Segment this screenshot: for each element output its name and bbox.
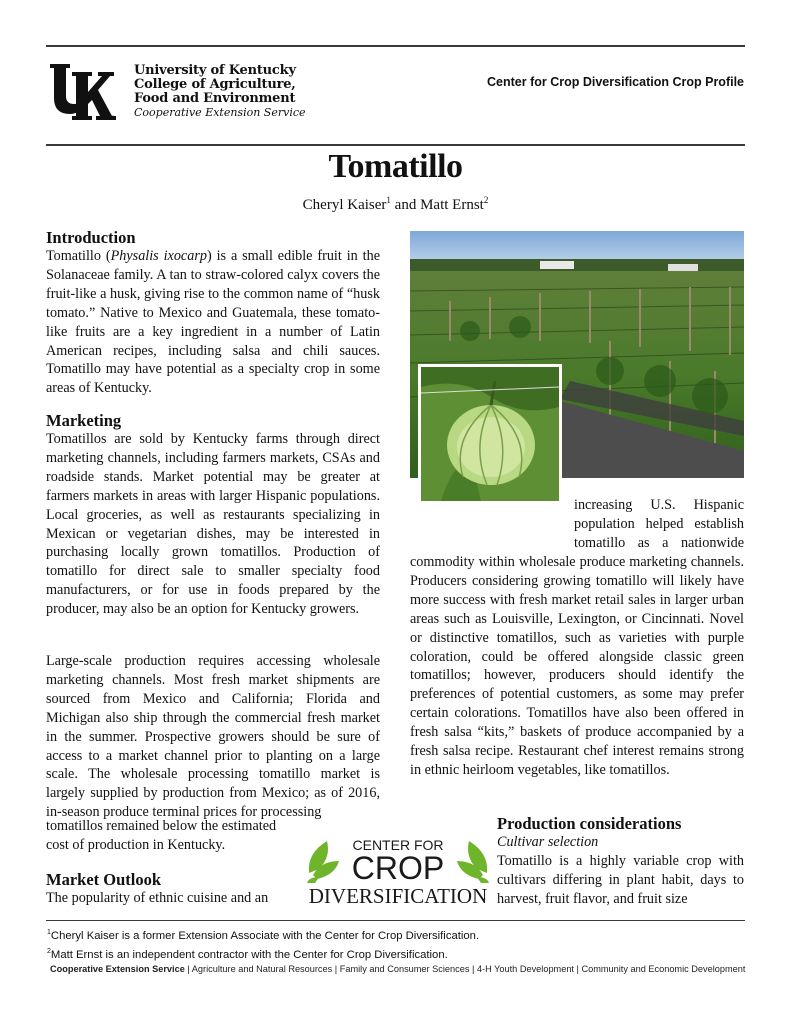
ccd-line-1: CENTER FOR [352,837,444,853]
marketing-paragraph-2-tail-1: tomatillos remained below the estimated [46,818,277,834]
footnote-1-text: Cheryl Kaiser is a former Extension Associate with the Center for Crop Diversification. [50,929,480,942]
introduction-heading: Introduction [46,228,136,247]
footer-item-3: 4-H Youth Development [476,964,574,974]
footnote-1-mark: 1 [47,929,51,936]
market-outlook-line-1: The popularity of ethnic cuisine and an [46,890,269,906]
ccd-line-3: DIVERSIFICATION [308,884,488,907]
right-column-short-2: population helped establish [574,516,744,532]
page-title: Tomatillo [328,148,463,185]
footnote-2 [47,944,747,963]
author-2-mark: 2 [483,195,489,205]
institution-line-3: Food and Environment [134,91,296,106]
introduction-paragraph [46,247,380,398]
intro-species: Physalis ixocarp [110,248,207,264]
production-paragraph: Tomatillo is a highly variable crop with cultivars differing in plant habit, days to harvest, fruit flavor, and fruit size [497,853,744,907]
intro-rest: ) is a small edible fruit in the Solanaceae family. A tan to straw-colored calyx covers the fruit-like a husk, giving rise to the common name of “husk tomato.” Native to Mexico and Guatemala, these tomato-like fruits are a key ingredient in a number of Latin American recipes, including salsa and chili sauces. Tomatillo may have potential as a specialty crop in some areas of Kentucky. [46,248,380,397]
footnotes [47,925,747,963]
author-1-mark: 1 [386,195,391,205]
uk-logo-icon [48,62,116,122]
authors-line [0,195,791,214]
top-rule [46,45,745,47]
production-subheading: Cultivar selection [497,834,599,850]
footer-item-4: Community and Economic Development [581,964,746,974]
marketing-paragraph-2-tail-2: cost of production in Kentucky. [46,837,226,853]
footnote-2-mark: 2 [47,947,51,955]
header-bottom-rule [46,144,745,146]
market-outlook-heading: Market Outlook [46,870,162,889]
author-joiner: and [390,197,421,213]
svg-text:®: ® [110,115,116,122]
right-column-paragraph: commodity within wholesale produce marketing channels. Producers considering growing tomatillo will likely have more success with fresh market retail sales in larger urban areas such as Louisville, Lexington, or Cincinnati. Novel or distinctive tomatillos, such as varieties with purple coloration, could be offered alongside classic green tomatillos; however, producers should identify the preferences of potential customers, as some may prefer certain colorations. Tomatillos have also been offered in fresh salsa “kits,” baskets of produce accompanied by a fresh salsa recipe. Restaurant chef interest remains strong in ethnic heirloom vegetables, like tomatillos. [410,554,744,778]
right-column-short-1: increasing U.S. Hispanic [574,497,744,513]
right-column-short-3: tomatillo as a nationwide [574,535,744,551]
institution-line-2: College of Agriculture, [134,77,296,92]
crop-profile-label: Center for Crop Diversification Crop Profile [487,75,744,89]
footnote-2-text: Matt Ernst is an independent contractor with the Center for Crop Diversification. [50,948,448,961]
production-heading: Production considerations [497,814,682,833]
center-for-crop-diversification-logo [305,833,491,907]
footer-item-1: Agriculture and Natural Resources [191,964,333,974]
ccd-line-2: CROP [351,850,445,886]
tomatillo-fruit-inset [418,364,562,504]
author-1: Cheryl Kaiser [302,197,387,213]
marketing-paragraph-1: Tomatillos are sold by Kentucky farms through direct marketing channels, including farmers markets, CSAs and roadside stands. Market potential may be greater at farmers markets in areas with larger Hispanic populations. Local groceries, as well as restaurants specializing in Mexican or vegetarian dishes, may be interested in purchasing locally grown tomatillos. Production of tomatillo for direct sale to smaller specialty food manufacturers, or for use in foods prepared by the producer, may also be an option for Kentucky growers. [46,431,380,618]
footnote-rule [46,920,745,921]
author-2: Matt Ernst [420,197,484,213]
institution-line-4: Cooperative Extension Service [134,106,306,119]
marketing-paragraph-2: Large-scale production requires accessing wholesale marketing channels. Most fresh market shipments are sourced from Mexico and California; Florida and Michigan also ship through the commercial fresh market in the summer. Prospective growers should be sure of access to a market channel prior to planting on a large scale. The wholesale processing tomatillo market is largely supplied by production from Mexico; as of 2016, in-season produce terminal prices for processing [46,653,380,821]
footer-item-2: Family and Consumer Sciences [339,964,470,974]
footnote-1 [47,925,747,944]
tomatillo-fruit-image [421,367,559,501]
ccd-logo-image [305,833,491,907]
footer-lead: Cooperative Extension Service [50,964,185,974]
marketing-heading: Marketing [46,411,122,430]
intro-start: Tomatillo ( [46,248,111,264]
footer-program-areas: Cooperative Extension Service | Agriculture and Natural Resources | Family and Consumer Sciences | 4-H Youth Development | Community and Economic Development [50,964,746,974]
institution-line-1: University of Kentucky [134,63,296,78]
